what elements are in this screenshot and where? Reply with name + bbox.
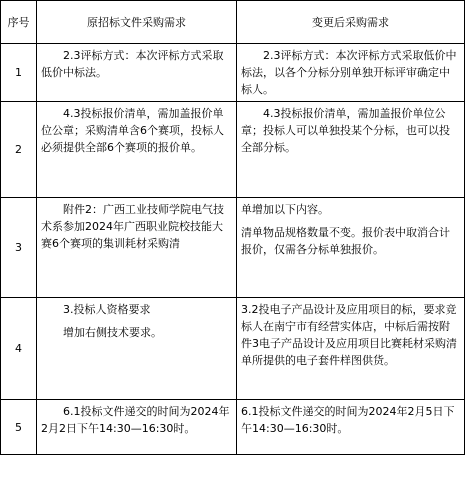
- original-text: 4.3投标报价清单，需加盖报价单位公章；采购清单含6个赛项，投标人必须提供全部6个赛项的报价单。: [41, 107, 224, 154]
- original-text: 2.3评标方式：本次评标方式采取低价中标法。: [41, 49, 224, 79]
- table-row: [1, 298, 465, 400]
- row-changed: [237, 400, 465, 455]
- changed-text: 清单物品规格数量不变。报价表中取消合计报价，仅需各分标单独报价。: [241, 226, 450, 256]
- row-changed: [237, 44, 465, 102]
- original-text: 3.投标人资格要求: [63, 303, 151, 316]
- table-row: [1, 102, 465, 198]
- row-original: [37, 400, 237, 455]
- changed-text: 2.3评标方式：本次评标方式采取低价中标法，以各个分标分别单独开标评审确定中标人。: [241, 49, 457, 96]
- table-row: [1, 44, 465, 102]
- row-original: [37, 198, 237, 298]
- row-seq: 5: [1, 400, 37, 455]
- header-original: 原招标文件采购需求: [37, 1, 237, 44]
- changed-text: 4.3投标报价清单，需加盖报价单位公章；投标人可以单独投某个分标，也可以投全部分标。: [241, 107, 450, 154]
- original-text: 6.1投标文件递交的时间为2024年2月2日下午14:30—16:30时。: [41, 405, 230, 435]
- changed-text: 6.1投标文件递交的时间为2024年2月5日下午14:30—16:30时。: [241, 405, 455, 435]
- header-changed: 变更后采购需求: [237, 1, 465, 44]
- table-row: [1, 198, 465, 298]
- row-original: [37, 298, 237, 400]
- row-seq: 4: [1, 298, 37, 400]
- row-seq: 1: [1, 44, 37, 102]
- row-seq: 2: [1, 102, 37, 198]
- row-original: [37, 44, 237, 102]
- row-original: [37, 102, 237, 198]
- table-header-row: [1, 1, 465, 44]
- row-seq: 3: [1, 198, 37, 298]
- header-seq: 序号: [1, 1, 37, 44]
- row-changed: [237, 198, 465, 298]
- changed-text: 单增加以下内容。: [241, 203, 329, 216]
- original-text: 增加右侧技术要求。: [63, 326, 162, 339]
- changed-text: 3.2投电子产品设计及应用项目的标，要求竞标人在南宁市有经营实体店，中标后需按附件3电子产品设计及应用项目比赛耗材采购清单所提供的电子套件样图供货。: [241, 303, 457, 367]
- original-text: 附件2：广西工业技师学院电气技术系参加2024年广西职业院校技能大赛6个赛项的集训耗材采购清: [41, 203, 224, 250]
- row-changed: [237, 102, 465, 198]
- table-row: [1, 400, 465, 455]
- row-changed: [237, 298, 465, 400]
